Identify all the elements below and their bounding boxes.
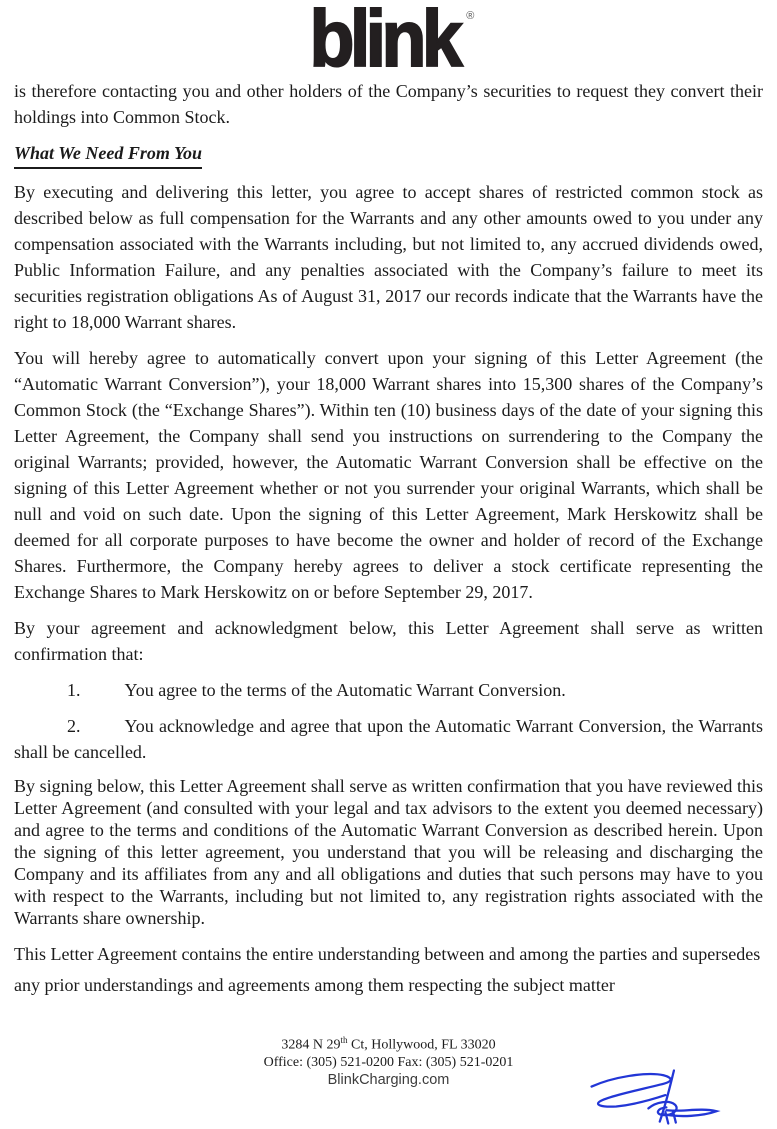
- confirmation-item-2-text: You acknowledge and agree that upon the Automatic Warrant Conversion, the Warrants shall be cancelled.: [14, 716, 763, 762]
- conversion-paragraph: You will hereby agree to automatically convert upon your signing of this Letter Agreement (the “Automatic Warrant Conversion”), your 18,000 Warrant shares into 15,300 shares of the Company’s Common Stock (the “Exchange Shares”). Within ten (10) business days of the date of your signing this Letter Agreement, the Company shall send you instructions on surrendering to the Company the original Warrants; provided, however, the Automatic Warrant Conversion shall be effective on the signing of this Letter Agreement whether or not you surrender your original Warrants, which shall be null and void on such date. Upon the signing of this Letter Agreement, Mark Herskowitz shall be deemed for all corporate purposes to have become the owner and holder of record of the Exchange Shares. Furthermore, the Company hereby agrees to deliver a stock certificate representing the Exchange Shares to Mark Herskowitz on or before September 29, 2017.: [14, 348, 763, 602]
- confirmation-item-1-text: You agree to the terms of the Automatic Warrant Conversion.: [124, 680, 566, 700]
- confirmation-item-1: [14, 677, 763, 703]
- signing-paragraph: By signing below, this Letter Agreement shall serve as written confirmation that you have reviewed this Letter Agreement (and consulted with your legal and tax advisors to the extent you deemed necessary) and agree to the terms and conditions of the Automatic Warrant Conversion as described herein. Upon the signing of this letter agreement, you understand that you will be releasing and discharging the Company and its affiliates from any and all obligations and duties that such persons may have to you with respect to the Warrants, including but not limited to, any registration rights associated with the Warrants share ownership.: [14, 776, 763, 928]
- blink-logo-text: blink: [309, 0, 458, 83]
- section-heading: [14, 140, 763, 169]
- compensation-paragraph: By executing and delivering this letter, you agree to accept shares of restricted common stock as described below as full compensation for the Warrants and any other amounts owed to you under any compensation associated with the Warrants including, but not limited to, any accrued dividends owed, Public Information Failure, and any penalties associated with the Company’s failure to meet its securities registration obligations As of August 31, 2017 our records indicate that the Warrants have the right to 18,000 Warrant shares.: [14, 182, 763, 332]
- registered-trademark-symbol: ®: [466, 10, 475, 22]
- footer-address-pre: 3284 N 29: [281, 1037, 341, 1053]
- footer-address-ordinal: th: [340, 1035, 348, 1045]
- entire-agreement-paragraph: This Letter Agreement contains the entire understanding between and among the parties and supersedes any prior understandings and agreements among them respecting the subject matter: [14, 944, 761, 995]
- confirmation-item-2: [14, 713, 763, 765]
- acknowledgment-paragraph: By your agreement and acknowledgment below, this Letter Agreement shall serve as written confirmation that:: [14, 618, 763, 664]
- confirmation-item-2-number: 2.: [67, 716, 81, 736]
- intro-paragraph: is therefore contacting you and other holders of the Company’s securities to request they convert their holdings into Common Stock.: [14, 81, 763, 127]
- section-heading-text: What We Need From You: [14, 140, 202, 169]
- footer-address-post: Ct, Hollywood, FL 33020: [347, 1037, 496, 1053]
- footer-website: BlinkCharging.com: [327, 1071, 450, 1088]
- footer-address: [0, 1032, 777, 1054]
- footer-phone: Office: (305) 521-0200 Fax: (305) 521-0201: [263, 1054, 514, 1070]
- signature-scribble: [584, 1068, 726, 1126]
- confirmation-item-1-number: 1.: [67, 680, 81, 700]
- signature-ink: [592, 1070, 717, 1123]
- blink-logo: [14, 0, 763, 83]
